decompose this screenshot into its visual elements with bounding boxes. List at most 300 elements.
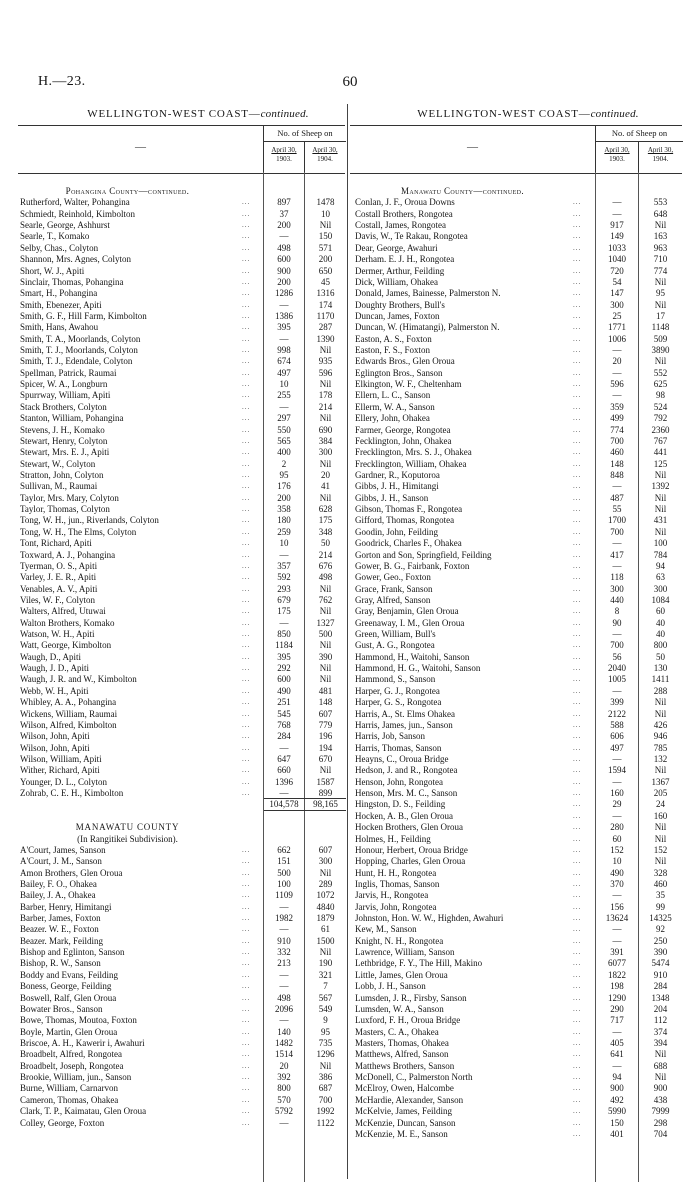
owner-name: Pohangina County—continued. [65, 186, 190, 196]
section-title-suffix: continued. [590, 108, 639, 120]
sheep-count-1904: 152 [653, 844, 668, 855]
owner-name: Heayns, C., Oroua Bridge [355, 754, 449, 764]
table-row [0, 924, 700, 934]
owner-name: Harris, A., St. Elms Ohakea [355, 708, 455, 719]
owner-name: Spurrway, William, Apiti [20, 390, 111, 401]
sheep-count-1904: Nil [654, 220, 667, 231]
owner-name: Clark, T. P., Kaimatau, Glen Oroua [20, 1106, 147, 1117]
leader-dots: ... [573, 516, 582, 525]
sheep-count-1903: 1982 [275, 913, 293, 924]
table-row [0, 652, 700, 662]
leader-dots: ... [573, 289, 582, 298]
sheep-count-1903: — [612, 935, 622, 946]
sheep-count-1904: 60 [656, 606, 665, 617]
leader-dots: ... [573, 845, 582, 854]
leader-dots: ... [573, 255, 582, 264]
leader-dots: ... [573, 266, 582, 275]
sheep-count-1904: 214 [318, 401, 333, 412]
sheep-count-1904: 125 [653, 458, 668, 469]
owner-name: Wilson, John, Apiti [20, 731, 90, 742]
owner-name: Colley, George, Foxton [20, 1117, 105, 1128]
leader-dots: ... [573, 436, 582, 445]
sheep-count-1904: 1316 [316, 288, 335, 299]
leader-dots: ... [573, 868, 582, 877]
leader-dots: ... [242, 221, 251, 230]
sheep-count-1903: — [279, 231, 289, 242]
sheep-count-1904: 549 [318, 1003, 333, 1014]
owner-name: Dear, George, Awahuri [355, 242, 438, 253]
leader-dots: ... [573, 641, 582, 650]
sheep-count-1903: 850 [277, 629, 291, 640]
leader-dots: ... [242, 289, 251, 298]
sheep-count-1903: — [279, 299, 289, 310]
owner-name: Tong, W. H., The Elms, Colyton [20, 526, 137, 537]
table-row [0, 266, 700, 276]
sheep-count-1903: 90 [612, 617, 622, 628]
sheep-count-1904: 704 [653, 1128, 668, 1139]
sheep-count-1904: Nil [319, 379, 332, 390]
sheep-count-1904: 374 [653, 1026, 668, 1037]
sheep-count-1904: Nil [654, 822, 667, 833]
leader-dots: ... [242, 561, 251, 570]
leader-dots: ... [242, 436, 251, 445]
sheep-count-1904: 9 [323, 1015, 328, 1026]
leader-dots: ... [242, 698, 251, 707]
owner-name: Watson, W. H., Apiti [20, 629, 95, 640]
sheep-count-1904: 800 [653, 640, 668, 651]
sheep-count-1903: — [612, 208, 622, 219]
sheep-count-1903: 1005 [608, 674, 626, 685]
owner-name: Venables, A. V., Apiti [20, 583, 98, 594]
section-title-main: WELLINGTON-WEST COAST— [417, 108, 591, 120]
owner-name: Goodin, John, Feilding [355, 526, 439, 537]
sheep-count-1903: 60 [612, 833, 622, 844]
sheep-count-1904: 130 [653, 663, 668, 674]
sheep-count-1903: 200 [277, 276, 291, 287]
leader-dots: ... [242, 595, 251, 604]
sheep-count-1903: 596 [610, 379, 624, 390]
owner-name: Boness, George, Feilding [20, 981, 112, 992]
sheep-count-1903: 370 [610, 878, 624, 889]
sheep-count-1904: 92 [656, 924, 665, 935]
leader-dots: ... [242, 584, 251, 593]
owner-name: Gust, A. G., Rongotea [355, 640, 435, 651]
sheep-count-1903: 391 [610, 947, 624, 958]
leader-dots: ... [242, 959, 251, 968]
sheep-count-1904: Nil [319, 640, 332, 651]
sheep-count-1903: — [279, 1117, 289, 1128]
leader-dots: ... [242, 914, 251, 923]
owner-name: McHardie, Alexander, Sanson [355, 1094, 464, 1105]
sheep-count-1903: 395 [277, 651, 291, 662]
table-row [0, 197, 700, 207]
owner-name: Masters, Thomas, Ohakea [355, 1038, 449, 1048]
table-row [0, 368, 700, 378]
owner-name: Jarvis, H., Rongotea [355, 890, 429, 901]
leader-dots: ... [242, 459, 251, 468]
owner-name: Frecklington, William, Ohakea [355, 458, 467, 469]
owner-name: Gorton and Son, Springfield, Feilding [355, 549, 492, 560]
leader-dots: ... [242, 743, 251, 752]
table-row [0, 572, 700, 582]
sheep-count-1903: 56 [612, 651, 622, 662]
owner-name: Rutherford, Walter, Pohangina [20, 197, 130, 208]
sheep-count-1903: 104,578 [269, 799, 299, 810]
owner-name: Ellerm, W. A., Sanson [355, 401, 435, 412]
sheep-count-1904: Nil [319, 1060, 332, 1071]
table-row [0, 720, 700, 730]
owner-name: Lumsden, W. A., Sanson [355, 1003, 444, 1014]
table-row [0, 288, 700, 298]
leader-dots: ... [573, 607, 582, 616]
sheep-count-1903: 717 [610, 1015, 624, 1026]
leader-dots: ... [573, 982, 582, 991]
owner-name: Webb, W. H., Apiti [20, 685, 89, 696]
sheep-count-1904: 784 [653, 549, 668, 560]
sheep-count-1903: — [612, 924, 622, 935]
owner-name: Harper, G. J., Rongotea [355, 685, 440, 696]
sheep-count-1903: 147 [610, 288, 624, 299]
sheep-count-1904: 163 [653, 231, 668, 242]
owner-name: Taylor, Mrs. Mary, Colyton [20, 492, 119, 503]
leader-dots: ... [242, 925, 251, 934]
sheep-count-1904: 553 [653, 197, 668, 208]
sheep-count-1903: 259 [277, 526, 291, 537]
owner-name: Matthews, Alfred, Sanson [355, 1049, 449, 1060]
owner-name: Hopping, Charles, Glen Oroua [355, 856, 466, 867]
table-row [0, 1072, 700, 1082]
owner-name: Masters, C. A., Ohakea [355, 1026, 439, 1037]
leader-dots: ... [573, 505, 582, 514]
leader-dots: ... [573, 323, 582, 332]
leader-dots: ... [573, 1039, 582, 1047]
table-row [0, 277, 700, 287]
sheep-count-1903: 175 [277, 606, 291, 617]
sheep-count-1903: 498 [277, 242, 291, 253]
table-row [0, 1083, 700, 1093]
owner-name: Edwards Bros., Glen Oroua [355, 356, 455, 367]
owner-name: Barber, James, Foxton [20, 913, 101, 924]
owner-name: Boswell, Ralf, Glen Oroua [20, 992, 117, 1003]
leader-dots: ... [242, 1061, 251, 1070]
leader-dots: ... [242, 448, 251, 457]
sheep-count-1904: 98,165 [313, 799, 338, 810]
owner-name: Ellery, John, Ohakea [355, 413, 430, 424]
sheep-count-1904: 628 [318, 504, 333, 515]
table-row [0, 209, 700, 219]
owner-name: Bowe, Thomas, Moutoa, Foxton [20, 1015, 137, 1026]
owner-name: McKenzie, Duncan, Sanson [355, 1117, 456, 1128]
leader-dots: ... [242, 334, 251, 343]
section-title-left [58, 108, 338, 120]
sheep-count-1904: 328 [653, 867, 668, 878]
date-header-1904 [638, 142, 682, 173]
leader-dots: ... [242, 357, 251, 366]
sheep-count-1903: 358 [277, 504, 291, 515]
sheep-count-1903: 198 [610, 981, 624, 992]
owner-name: Honour, Herbert, Oroua Bridge [355, 844, 468, 855]
sheep-count-1904: 178 [318, 390, 333, 401]
owner-name: Manawatu County—continued. [400, 186, 525, 196]
sheep-count-1904: 287 [318, 322, 333, 333]
owner-name: Sinclair, Thomas, Pohangina [20, 276, 124, 287]
leader-dots: ... [573, 891, 582, 900]
sheep-count-1903: 720 [610, 265, 624, 276]
sheep-count-1904: 61 [321, 924, 330, 935]
owner-name: Bowater Bros., Sanson [20, 1003, 103, 1014]
owner-name: Harper, G. S., Rongotea [355, 697, 442, 708]
leader-dots: ... [573, 1073, 582, 1082]
owner-name: (In Rangitikei Subdivision). [77, 833, 178, 844]
sheep-count-1904: 45 [321, 276, 330, 287]
table-row [0, 1049, 700, 1059]
owner-name: Whibley, A. A., Pohangina [20, 697, 117, 708]
leader-dots: ... [573, 970, 582, 979]
leader-dots: ... [573, 1107, 582, 1116]
sheep-count-1904: 1122 [316, 1117, 335, 1128]
leader-dots: ... [242, 720, 251, 729]
owner-name: Brookie, William, jun., Sanson [20, 1072, 132, 1083]
sheep-count-1904: 607 [318, 708, 333, 719]
sheep-count-1904: 1390 [316, 333, 335, 344]
sheep-count-1904: Nil [654, 697, 667, 708]
leader-dots: ... [573, 311, 582, 320]
sheep-count-1904: 41 [321, 481, 330, 492]
leader-dots: ... [242, 391, 251, 400]
page-number: 60 [342, 74, 358, 90]
leader-dots: ... [242, 539, 251, 548]
sheep-count-1904: 946 [653, 731, 668, 742]
sheep-count-1904: 148 [318, 697, 333, 708]
sheep-count-1903: 1594 [608, 765, 626, 776]
leader-dots: ... [242, 732, 251, 741]
leader-dots: ... [242, 1004, 251, 1013]
table-row [0, 561, 700, 571]
table-row [0, 902, 700, 912]
sheep-count-1904: 1170 [316, 310, 335, 321]
leader-dots: ... [573, 902, 582, 911]
owner-name: Stack Brothers, Colyton [20, 401, 107, 412]
sheep-count-1903: 641 [610, 1049, 624, 1060]
sheep-count-1903: 359 [610, 401, 624, 412]
sheep-count-1903: 37 [279, 208, 289, 219]
sheep-count-1903: 498 [277, 992, 291, 1003]
owner-name: A'Court, James, Sanson [20, 844, 106, 855]
sheep-count-1903: — [279, 617, 289, 628]
sheep-count-1904: 95 [656, 288, 665, 299]
sheep-count-1903: — [612, 345, 622, 356]
sheep-count-1904: 625 [653, 379, 668, 390]
table-row [0, 436, 700, 446]
sheep-count-1903: 180 [277, 515, 291, 526]
sheep-count-1904: 935 [318, 356, 333, 367]
sheep-count-1903: 200 [277, 492, 291, 503]
sheep-count-1903: 774 [610, 424, 624, 435]
sheep-count-1904: 1348 [651, 992, 670, 1003]
table-row [0, 709, 700, 719]
leader-dots: ... [242, 664, 251, 673]
sheep-count-1904: 175 [318, 515, 333, 526]
sheep-count-1904: 50 [321, 538, 330, 549]
owner-name: Harris, Thomas, Sanson [355, 742, 442, 753]
sheep-count-1903: 900 [277, 265, 291, 276]
sheep-count-1903: 29 [612, 799, 622, 810]
sheep-count-1904: 431 [653, 515, 668, 526]
owner-name: Bishop and Eglinton, Sanson [20, 947, 125, 958]
leader-dots: ... [242, 936, 251, 945]
sheep-count-1903: 606 [610, 731, 624, 742]
table-row [0, 947, 700, 957]
owner-name: Broadbelt, Alfred, Rongotea [20, 1049, 122, 1060]
leader-dots: ... [573, 243, 582, 252]
sheep-count-header: No. of Sheep on [595, 126, 683, 142]
leader-dots: ... [573, 834, 582, 843]
sheep-count-1903: 10 [279, 379, 289, 390]
owner-name: Smith, T. J., Moorlands, Colyton [20, 345, 138, 356]
leader-dots: ... [573, 334, 582, 343]
leader-dots: ... [242, 845, 251, 854]
sheep-count-1903: 95 [279, 470, 289, 480]
sheep-count-1904: 1478 [316, 197, 335, 208]
owner-name: Smith, T. J., Edendale, Colyton [20, 356, 133, 367]
table-row [0, 981, 700, 991]
owner-name: Matthews Brothers, Sanson [355, 1060, 455, 1071]
owner-name: Duncan, James, Foxton [355, 310, 440, 321]
owner-name: Little, James, Glen Oroua [355, 969, 448, 980]
sheep-count-1904: 386 [318, 1072, 333, 1083]
sheep-count-1903: 280 [610, 822, 624, 833]
table-row [0, 743, 700, 753]
owner-name: Davis, W., Te Rakau, Rongotea [355, 231, 468, 242]
owner-name: Gifford, Thomas, Rongotea [355, 515, 455, 526]
owner-name: Cameron, Thomas, Ohakea [20, 1094, 119, 1105]
table-row [0, 970, 700, 980]
sheep-count-1903: — [612, 1060, 622, 1071]
owner-name: Bishop, R. W., Sanson [20, 958, 101, 969]
sheep-count-1904: 1879 [316, 913, 335, 924]
sheep-count-1903: 492 [610, 1094, 624, 1105]
sheep-count-1904: 300 [653, 583, 668, 594]
owner-name: Derham. E. J. H., Rongotea [355, 254, 455, 265]
owner-name: Kew, M., Sanson [355, 924, 417, 935]
section-title-main: WELLINGTON-WEST COAST— [87, 108, 261, 120]
table-row [0, 663, 700, 673]
leader-dots: ... [573, 448, 582, 457]
owner-name: Lobb, J. H., Sanson [355, 981, 426, 992]
sheep-count-1903: 600 [277, 254, 291, 265]
sheep-count-1903: 332 [277, 947, 291, 958]
sheep-count-1904: 95 [321, 1026, 330, 1037]
leader-dots: ... [242, 323, 251, 332]
sheep-count-1903: — [612, 390, 622, 401]
sheep-count-1903: 460 [610, 447, 624, 458]
table-row [0, 697, 700, 707]
date-label: April 30, [271, 146, 297, 154]
owner-name: Burne, William, Carnarvon [20, 1083, 118, 1094]
owner-name: Gower, B. G., Fairbank, Foxton [355, 560, 470, 571]
leader-dots: ... [242, 993, 251, 1002]
date-year: 1904. [652, 154, 669, 163]
owner-name: Broadbelt, Joseph, Rongotea [20, 1060, 124, 1071]
sheep-count-1904: 767 [653, 435, 668, 446]
sheep-count-1904: 132 [653, 754, 668, 764]
sheep-count-1904: 607 [318, 844, 333, 855]
sheep-count-1903: 300 [610, 583, 624, 594]
sheep-count-1904: 762 [318, 594, 333, 605]
sheep-count-1903: — [612, 197, 622, 208]
leader-dots: ... [242, 675, 251, 684]
owner-name: Wickens, William, Raumai [20, 708, 118, 719]
sheep-count-1903: 297 [277, 413, 291, 424]
sheep-count-1904: 40 [656, 617, 665, 628]
leader-dots: ... [573, 482, 582, 491]
owner-name: Stratton, John, Colyton [20, 470, 104, 480]
owner-name: Walton Brothers, Komako [20, 617, 115, 628]
owner-name: Gibbs, J. H., Sanson [355, 492, 429, 503]
leader-dots: ... [573, 959, 582, 968]
sheep-count-1903: 55 [612, 504, 622, 515]
owner-name: Smith, Ebenezer, Apiti [20, 299, 102, 310]
owner-name: Wither, Richard, Apiti [20, 765, 100, 776]
sheep-count-1903: 570 [277, 1094, 291, 1105]
sheep-count-1903: 1396 [275, 776, 293, 787]
sheep-count-1904: 676 [318, 560, 333, 571]
sheep-count-1904: 298 [653, 1117, 668, 1128]
sheep-count-1904: Nil [319, 606, 332, 617]
leader-dots: ... [573, 766, 582, 775]
sheep-count-1904: 214 [318, 549, 333, 560]
table-row [0, 220, 700, 230]
owner-name: Greenaway, I. M., Glen Oroua [355, 617, 465, 628]
sheep-count-1904: 348 [318, 526, 333, 537]
sheep-count-1903: — [612, 890, 622, 901]
sheep-count-1903: — [279, 981, 289, 992]
sheep-count-1904: Nil [654, 765, 667, 776]
sheep-count-1904: 250 [653, 935, 668, 946]
sheep-count-1904: 2360 [651, 424, 670, 435]
sheep-count-1903: — [279, 901, 289, 912]
table-row [0, 993, 700, 1003]
sheep-count-1904: 650 [318, 265, 333, 276]
sheep-count-1903: — [612, 685, 622, 696]
sheep-count-1904: 1327 [316, 617, 335, 628]
table-row [0, 345, 700, 355]
sheep-count-1903: 1184 [275, 640, 293, 651]
leader-dots: ... [573, 630, 582, 639]
sheep-count-1903: 497 [277, 367, 291, 378]
sheep-count-header: No. of Sheep on [263, 126, 346, 142]
owner-name: Spellman, Patrick, Raumai [20, 367, 117, 378]
sheep-count-1904: 690 [318, 424, 333, 435]
owner-name: Knight, N. H., Rongotea [355, 935, 444, 946]
owner-name: Hammond, H., Waitohi, Sanson [355, 651, 470, 662]
leader-dots: ... [573, 459, 582, 468]
owner-name: Taylor, Thomas, Colyton [20, 504, 110, 515]
sheep-count-1904: Nil [654, 833, 667, 844]
sheep-count-1903: — [279, 1015, 289, 1026]
leader-dots: ... [242, 1039, 251, 1047]
owner-name: Boyle, Martin, Glen Oroua [20, 1026, 118, 1037]
owner-name: Tont, Richard, Apiti [20, 538, 92, 549]
table-row [0, 674, 700, 684]
leader-dots: ... [242, 1084, 251, 1093]
sheep-count-1903: 1822 [608, 969, 626, 980]
leader-dots: ... [242, 346, 251, 355]
sheep-count-1903: — [612, 629, 622, 640]
sheep-count-1903: 140 [277, 1026, 291, 1037]
owner-name: Spicer, W. A., Longburn [20, 379, 108, 390]
sheep-count-1904: 94 [656, 560, 665, 571]
